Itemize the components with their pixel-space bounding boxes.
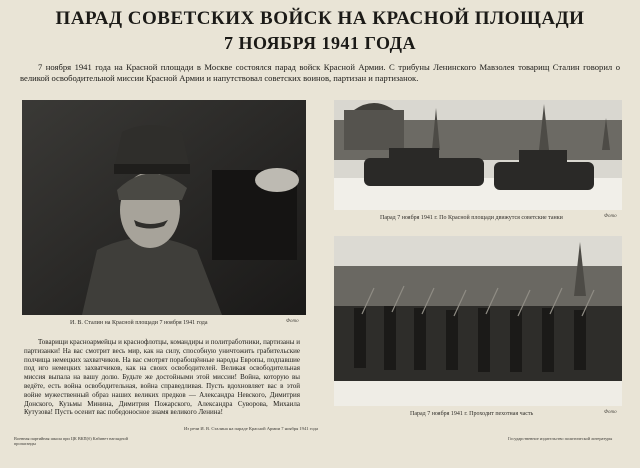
portrait-caption: И. В. Сталин на Красной площади 7 ноября 1941 года (70, 320, 208, 326)
portrait-credit: Фото (286, 319, 299, 324)
quote-source: Из речи И. В. Сталина на параде Красной Армии 7 ноября 1941 года (183, 426, 318, 431)
intro-paragraph: 7 ноября 1941 года на Красной площади в Москве состоялся парад войск Красной Армии. С трибуны Ленинского Мавзолея товарищ Сталин говорил о великой освободительной миссии Красной Армии и напутствовал советских воинов, партизан и партизанок. (20, 62, 620, 83)
poster-subtitle: 7 НОЯБРЯ 1941 ГОДА (223, 33, 417, 53)
tanks-caption: Парад 7 ноября 1941 г. По Красной площади движутся советские танки (380, 215, 563, 221)
photo-tanks (334, 100, 622, 210)
infantry-caption: Парад 7 ноября 1941 г. Проходит пехотная часть (410, 411, 534, 417)
photo-infantry (334, 236, 622, 406)
tanks-credit: Фото (604, 214, 617, 219)
infantry-credit: Фото (604, 410, 617, 415)
tanks-illustration (334, 100, 622, 210)
speech-quote: Товарищи красноармейцы и краснофлотцы, командиры и политработники, партизаны и партизанки! На вас смотрит весь мир, как на силу, способную уничтожить грабительские полчища немецких захватчиков. На вас смотрят порабощённые народы Европы, подпавшие под иго немецких захватчиков, как на своих освободителей. Великая освободительная миссия выпала на вашу долю. Будьте же достойными этой миссии! Война, которую вы ведёте, есть война освободительная, война справедливая. Пусть вдохновляет вас в этой войне мужественный образ наших великих предков — Александра Невского, Димитрия Донского, Кузьмы Минина, Димитрия Пожарского, Александра Суворова, Михаила Кутузова! Пусть осенит вас победоносное знамя великого Ленина! (24, 338, 300, 417)
imprint-left: Военная партийная школа при ЦК ВКП(б) Кабинет наглядной пропаганды (14, 436, 128, 447)
imprint-right: Государственное издательство политической литературы (508, 436, 613, 441)
infantry-illustration (334, 236, 622, 406)
portrait-illustration (22, 100, 306, 315)
photo-portrait (22, 100, 306, 315)
poster-title: ПАРАД СОВЕТСКИХ ВОЙСК НА КРАСНОЙ ПЛОЩАДИ (55, 8, 585, 29)
